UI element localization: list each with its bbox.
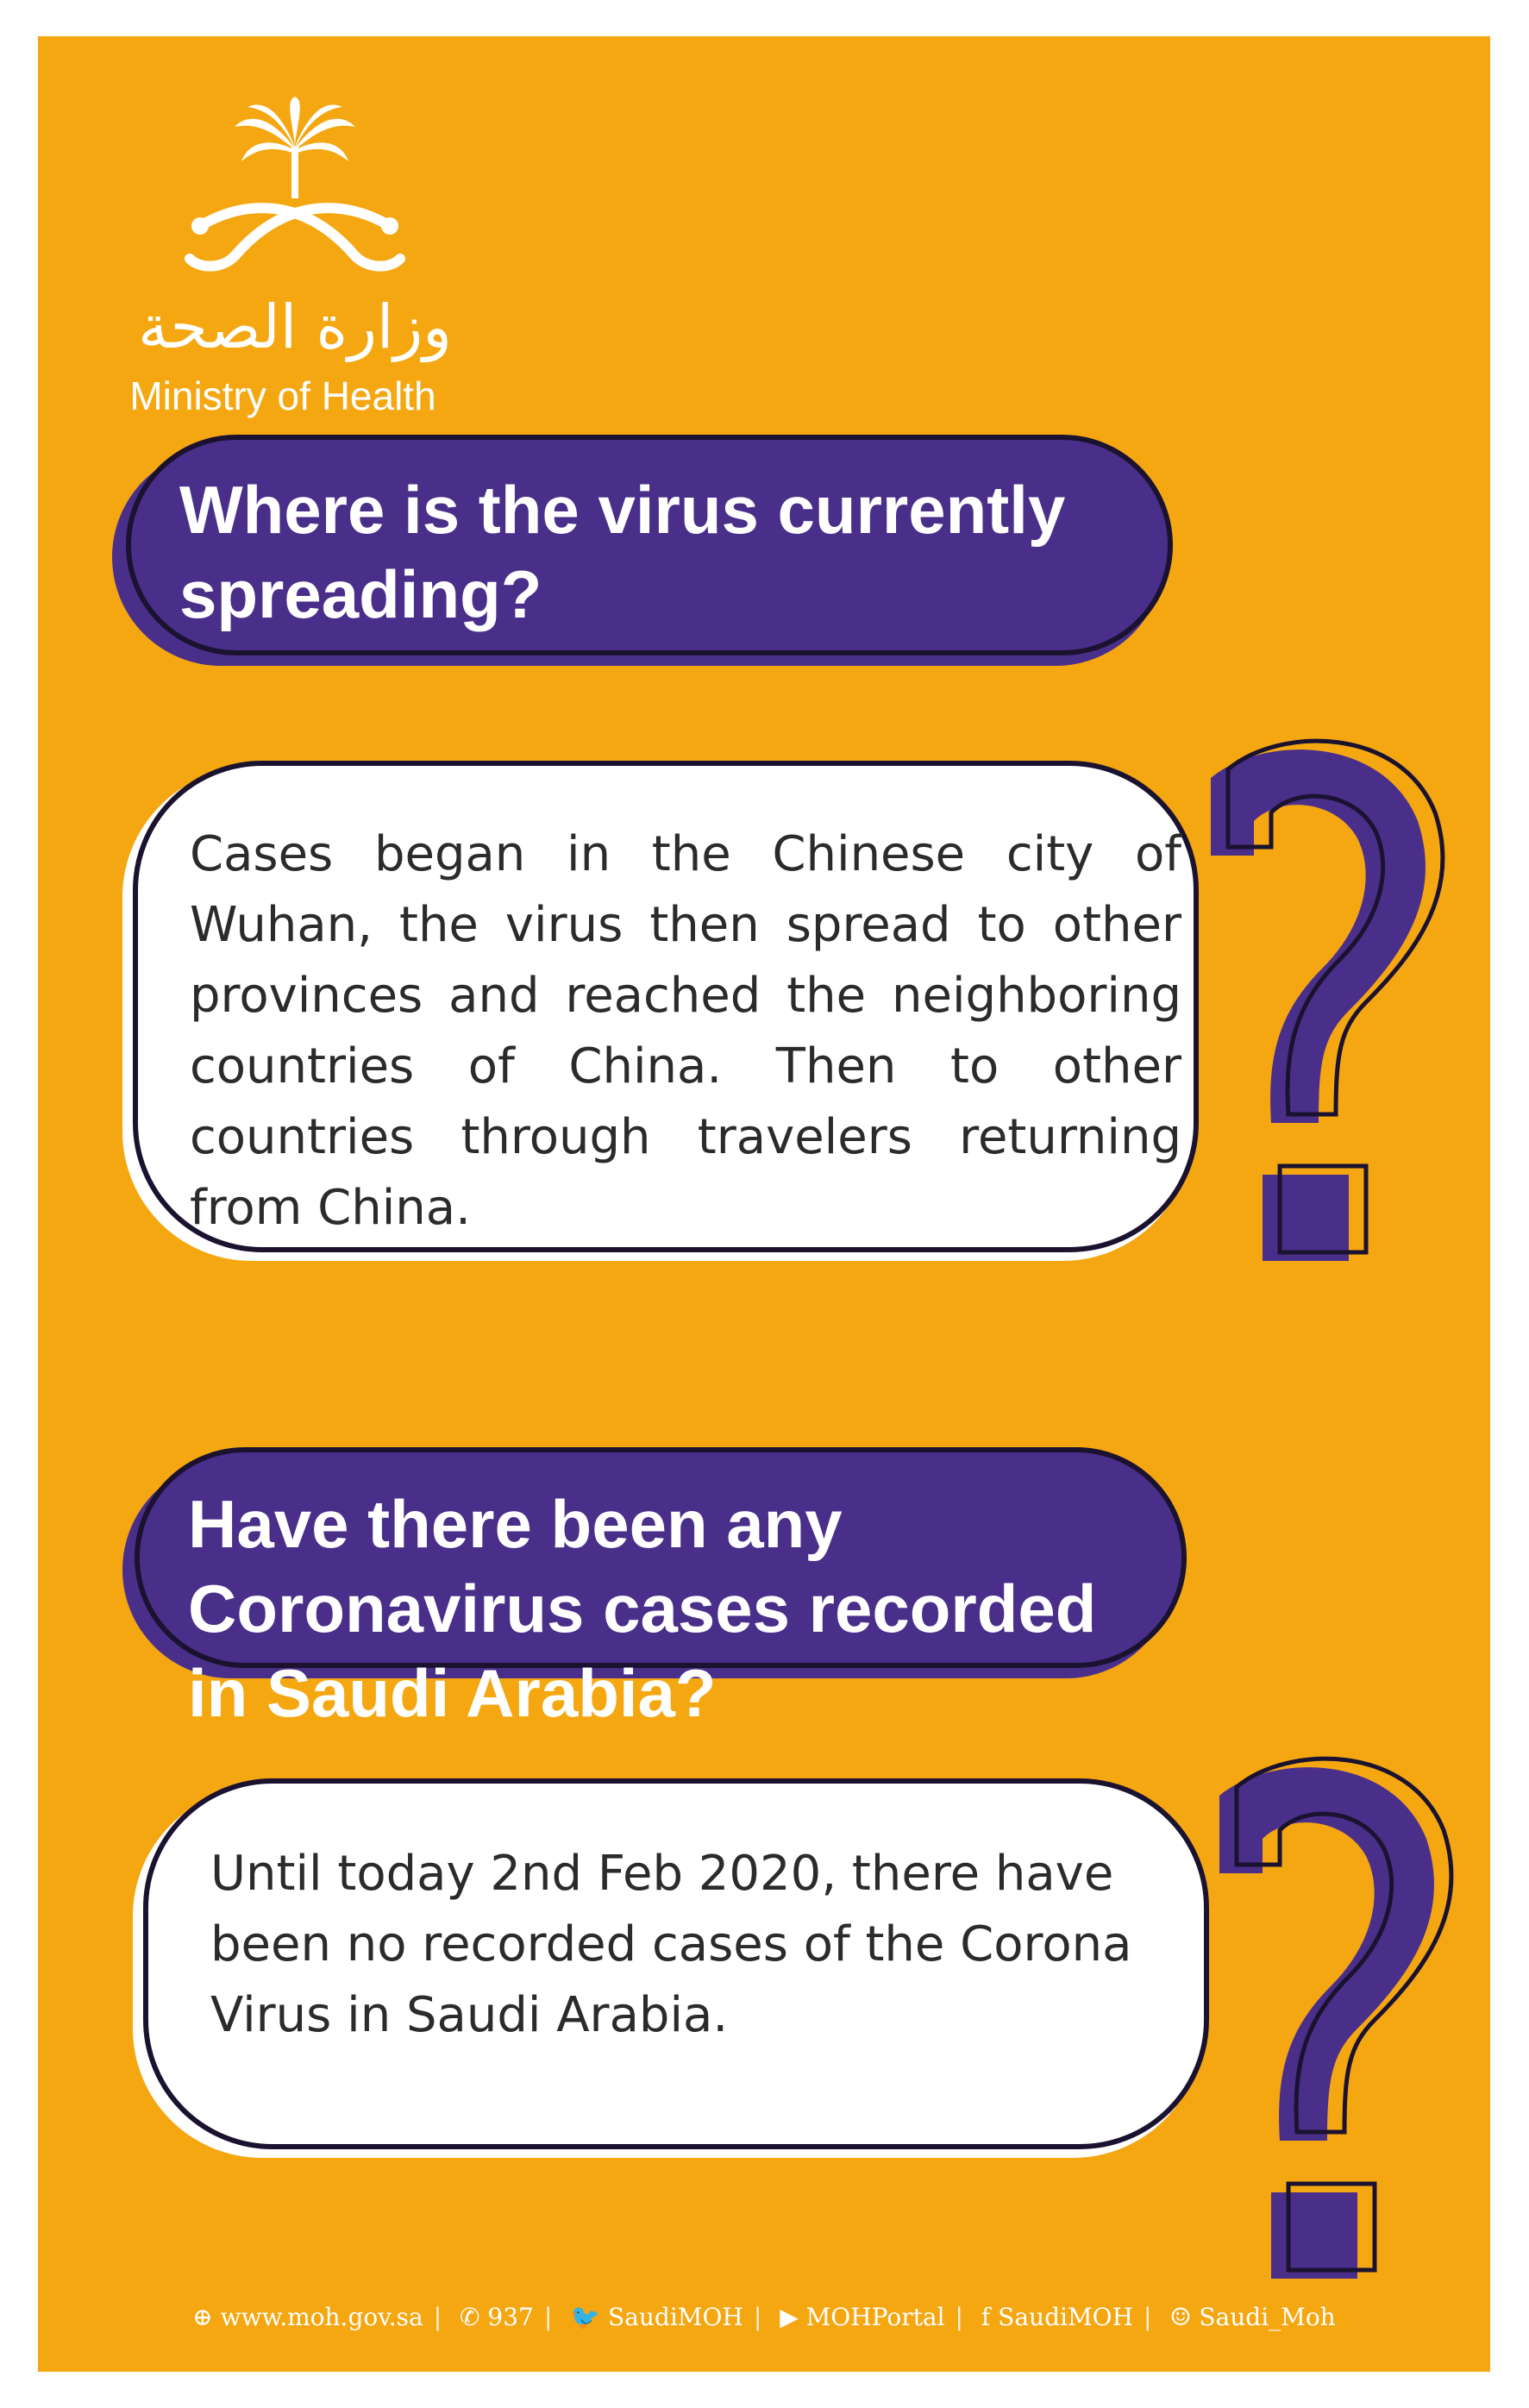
footer-divider: |	[955, 2303, 963, 2331]
question-2-text: Have there been any Coronavirus cases recorded in Saudi Arabia?	[188, 1486, 1097, 1731]
question-mark-2-icon	[1168, 1744, 1469, 2296]
footer-divider: |	[543, 2303, 553, 2331]
facebook-icon: f	[981, 2303, 991, 2331]
question-1-text: Where is the virus currently spreading?	[179, 472, 1066, 632]
footer-facebook[interactable]: f SaudiMOH	[981, 2303, 1133, 2331]
answer-1-text: Cases began in the Chinese city of Wuhan, the virus then spread to other provinces and reached the neighboring countries of China. Then to other countries through travelers returning from China.	[190, 826, 1181, 1236]
globe-icon: ⊕	[192, 2303, 213, 2331]
phone-icon: ✆	[460, 2303, 480, 2331]
palm-swords-emblem-icon	[166, 97, 424, 295]
footer-contact-bar	[38, 2303, 1490, 2331]
snapchat-icon: ☺	[1169, 2303, 1192, 2331]
footer-divider: |	[1144, 2303, 1152, 2331]
logo-english-name: Ministry of Health	[129, 373, 436, 418]
footer-divider: |	[753, 2303, 762, 2331]
twitter-icon: 🐦	[570, 2303, 601, 2331]
logo-arabic-name: وزارة الصحة	[138, 292, 452, 362]
poster-panel	[38, 36, 1490, 2372]
footer-phone[interactable]: ✆ 937	[460, 2303, 534, 2331]
footer-twitter[interactable]: 🐦 SaudiMOH	[570, 2303, 743, 2331]
footer-website[interactable]: ⊕ www.moh.gov.sa	[192, 2303, 423, 2331]
footer-youtube[interactable]: ▶ MOHPortal	[780, 2303, 945, 2331]
footer-divider: |	[433, 2303, 442, 2331]
question-mark-1-icon	[1159, 726, 1461, 1278]
moh-logo	[93, 97, 473, 459]
footer-snapchat[interactable]: ☺ Saudi_Moh	[1169, 2303, 1336, 2331]
answer-2-text: Until today 2nd Feb 2020, there have been no recorded cases of the Corona Virus in Saudi Arabia.	[210, 1846, 1132, 2043]
youtube-icon: ▶	[780, 2303, 799, 2331]
